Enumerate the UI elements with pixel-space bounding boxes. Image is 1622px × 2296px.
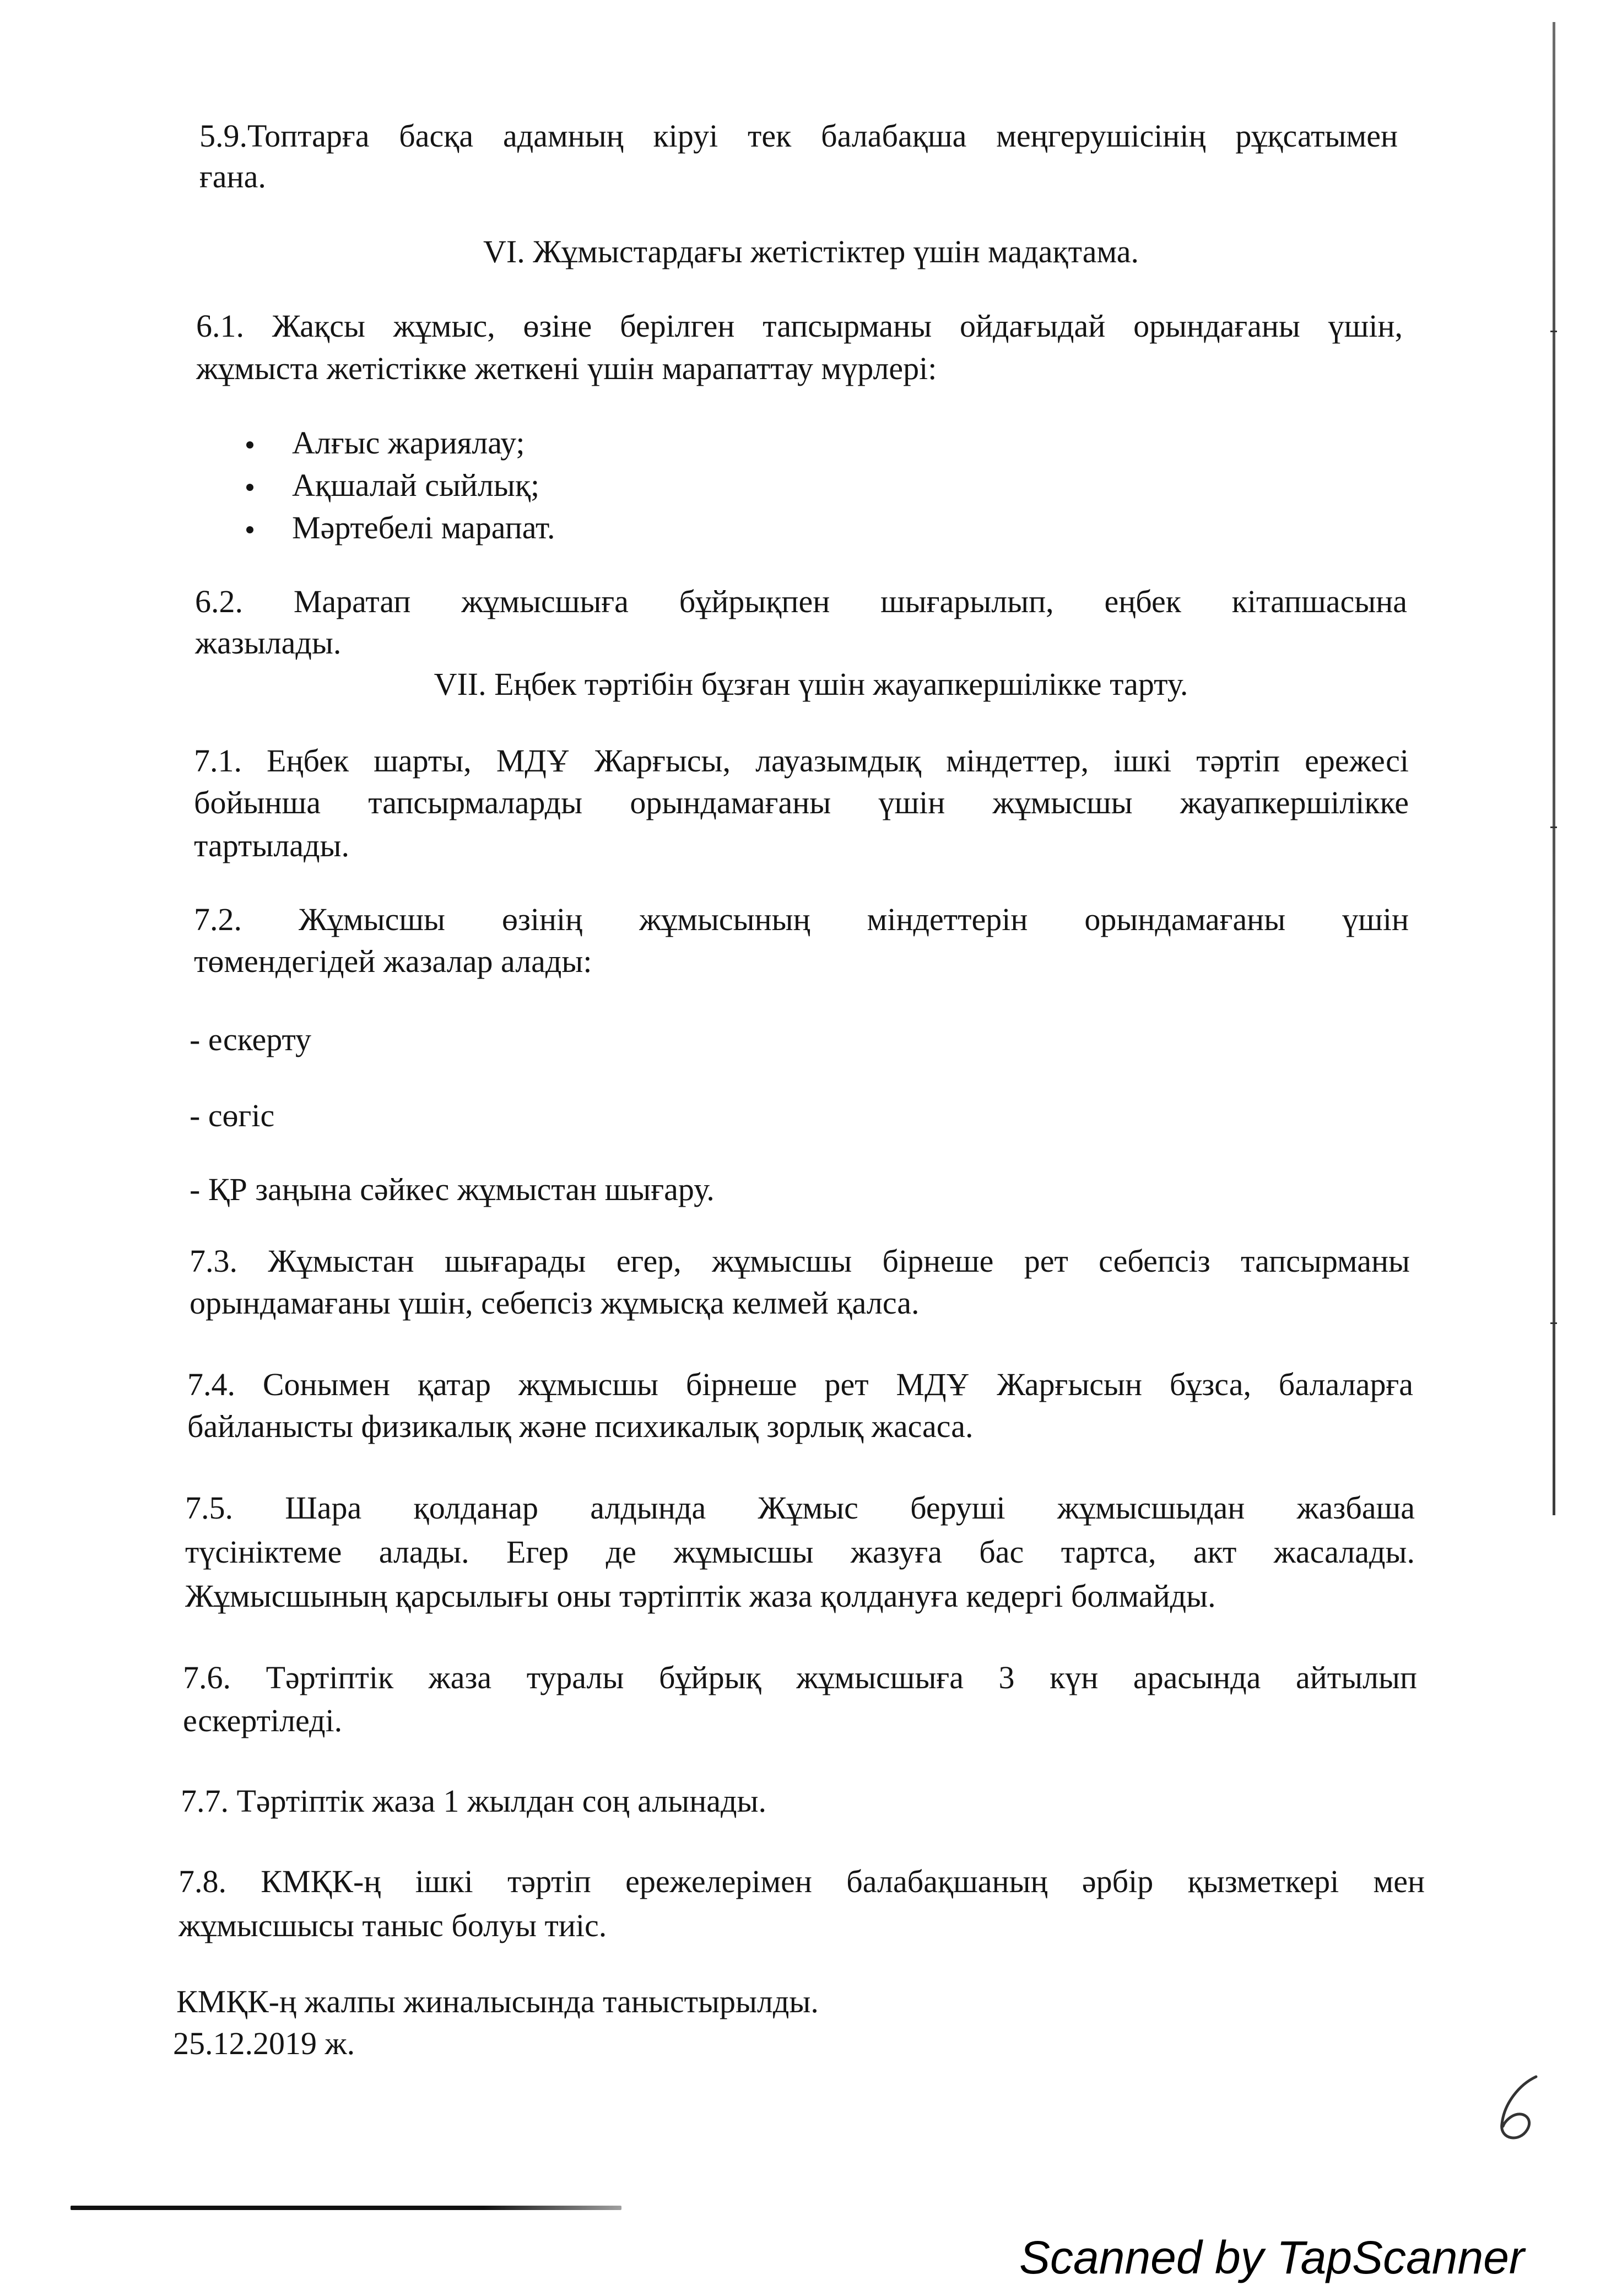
paragraph-7-8-line-1: 7.8. КМҚК-ң ішкі тәртіп ережелерімен балабақшаның әрбір қызметкері мен — [179, 1863, 1425, 1899]
paragraph-7-7: 7.7. Тәртіптік жаза 1 жылдан соң алынады. — [181, 1783, 767, 1819]
list-item-label: Мәртебелі марапат. — [292, 510, 555, 545]
paragraph-7-1-line-2: бойынша тапсырмаларды орындамағаны үшін жұмысшы жауапкершілікке — [194, 785, 1409, 820]
list-item: - ҚР заңына сәйкес жұмыстан шығару. — [190, 1171, 715, 1207]
paragraph-7-6-line-1: 7.6. Тәртіптік жаза туралы бұйрық жұмысшыға 3 күн арасында айтылып — [183, 1660, 1417, 1695]
document-date: 25.12.2019 ж. — [173, 2025, 355, 2061]
bullet-icon — [246, 526, 253, 533]
paragraph-7-5-line-1: 7.5. Шара қолданар алдында Жұмыс беруші жұмысшыдан жазбаша — [185, 1490, 1415, 1526]
paragraph-6-2-line-1: 6.2. Маратап жұмысшыға бұйрықпен шығарылып, еңбек кітапшасына — [195, 584, 1407, 619]
paragraph-7-4-line-2: байланысты физикалық және психикалық зорлық жасаса. — [187, 1408, 974, 1444]
closing-statement: КМҚК-ң жалпы жиналысында таныстырылды. — [176, 1984, 819, 2019]
bullet-icon — [246, 484, 253, 491]
paragraph-7-8-line-2: жұмысшысы таныс болуы тиіс. — [179, 1908, 607, 1943]
paragraph-7-1-line-1: 7.1. Еңбек шарты, МДҰ Жарғысы, лауазымдық міндеттер, ішкі тәртіп ережесі — [194, 743, 1409, 779]
paragraph-7-2-line-2: төмендегідей жазалар алады: — [194, 943, 592, 979]
section-heading-vii: VII. Еңбек тәртібін бұзған үшін жауапкершілікке тарту. — [434, 666, 1188, 702]
scan-edge-mark — [1550, 331, 1557, 332]
paragraph-7-1-line-3: тартылады. — [194, 828, 350, 863]
handwritten-page-number — [1488, 2069, 1548, 2146]
paragraph-6-1-line-1: 6.1. Жақсы жұмыс, өзіне берілген тапсырманы ойдағыдай орындағаны үшін, — [196, 308, 1403, 344]
paragraph-7-5-line-3: Жұмысшының қарсылығы оны тәртіптік жаза қолдануға кедергі болмайды. — [185, 1578, 1216, 1614]
paragraph-7-6-line-2: ескертіледі. — [183, 1703, 343, 1738]
paragraph-7-3-line-2: орындамағаны үшін, себепсіз жұмысқа келмей қалса. — [190, 1285, 920, 1321]
paragraph-7-2-line-1: 7.2. Жұмысшы өзінің жұмысының міндеттерін орындамағаны үшін — [194, 901, 1409, 937]
paragraph-5-9-line-2: ғана. — [199, 159, 266, 195]
bullet-icon — [246, 441, 253, 449]
list-item: - сөгіс — [190, 1098, 275, 1133]
paragraph-7-5-line-2: түсініктеме алады. Егер де жұмысшы жазуға бас тартса, акт жасалады. — [185, 1534, 1415, 1570]
paragraph-6-1-line-2: жұмыста жетістікке жеткені үшін марапаттау мүрлері: — [196, 350, 937, 386]
scanner-watermark: Scanned by TapScanner — [1019, 2232, 1524, 2283]
paragraph-5-9-line-1: 5.9.Топтарға басқа адамның кіруі тек балабақша меңгерушісінің рұқсатымен — [199, 118, 1398, 154]
paragraph-7-4-line-1: 7.4. Сонымен қатар жұмысшы бірнеше рет МДҰ Жарғысын бұзса, балаларға — [187, 1366, 1413, 1402]
footer-rule — [71, 2206, 621, 2210]
list-item: - ескерту — [190, 1022, 312, 1057]
scan-edge-mark — [1550, 1322, 1557, 1324]
list-item-label: Ақшалай сыйлық; — [292, 467, 540, 503]
list-item-label: Алғыс жариялау; — [292, 425, 525, 461]
section-heading-vi: VI. Жұмыстардағы жетістіктер үшін мадақтама. — [483, 234, 1139, 269]
paragraph-6-2-line-2: жазылады. — [195, 625, 342, 661]
paragraph-7-3-line-1: 7.3. Жұмыстан шығарады егер, жұмысшы бірнеше рет себепсіз тапсырманы — [190, 1243, 1410, 1279]
scan-edge-mark — [1550, 826, 1557, 828]
